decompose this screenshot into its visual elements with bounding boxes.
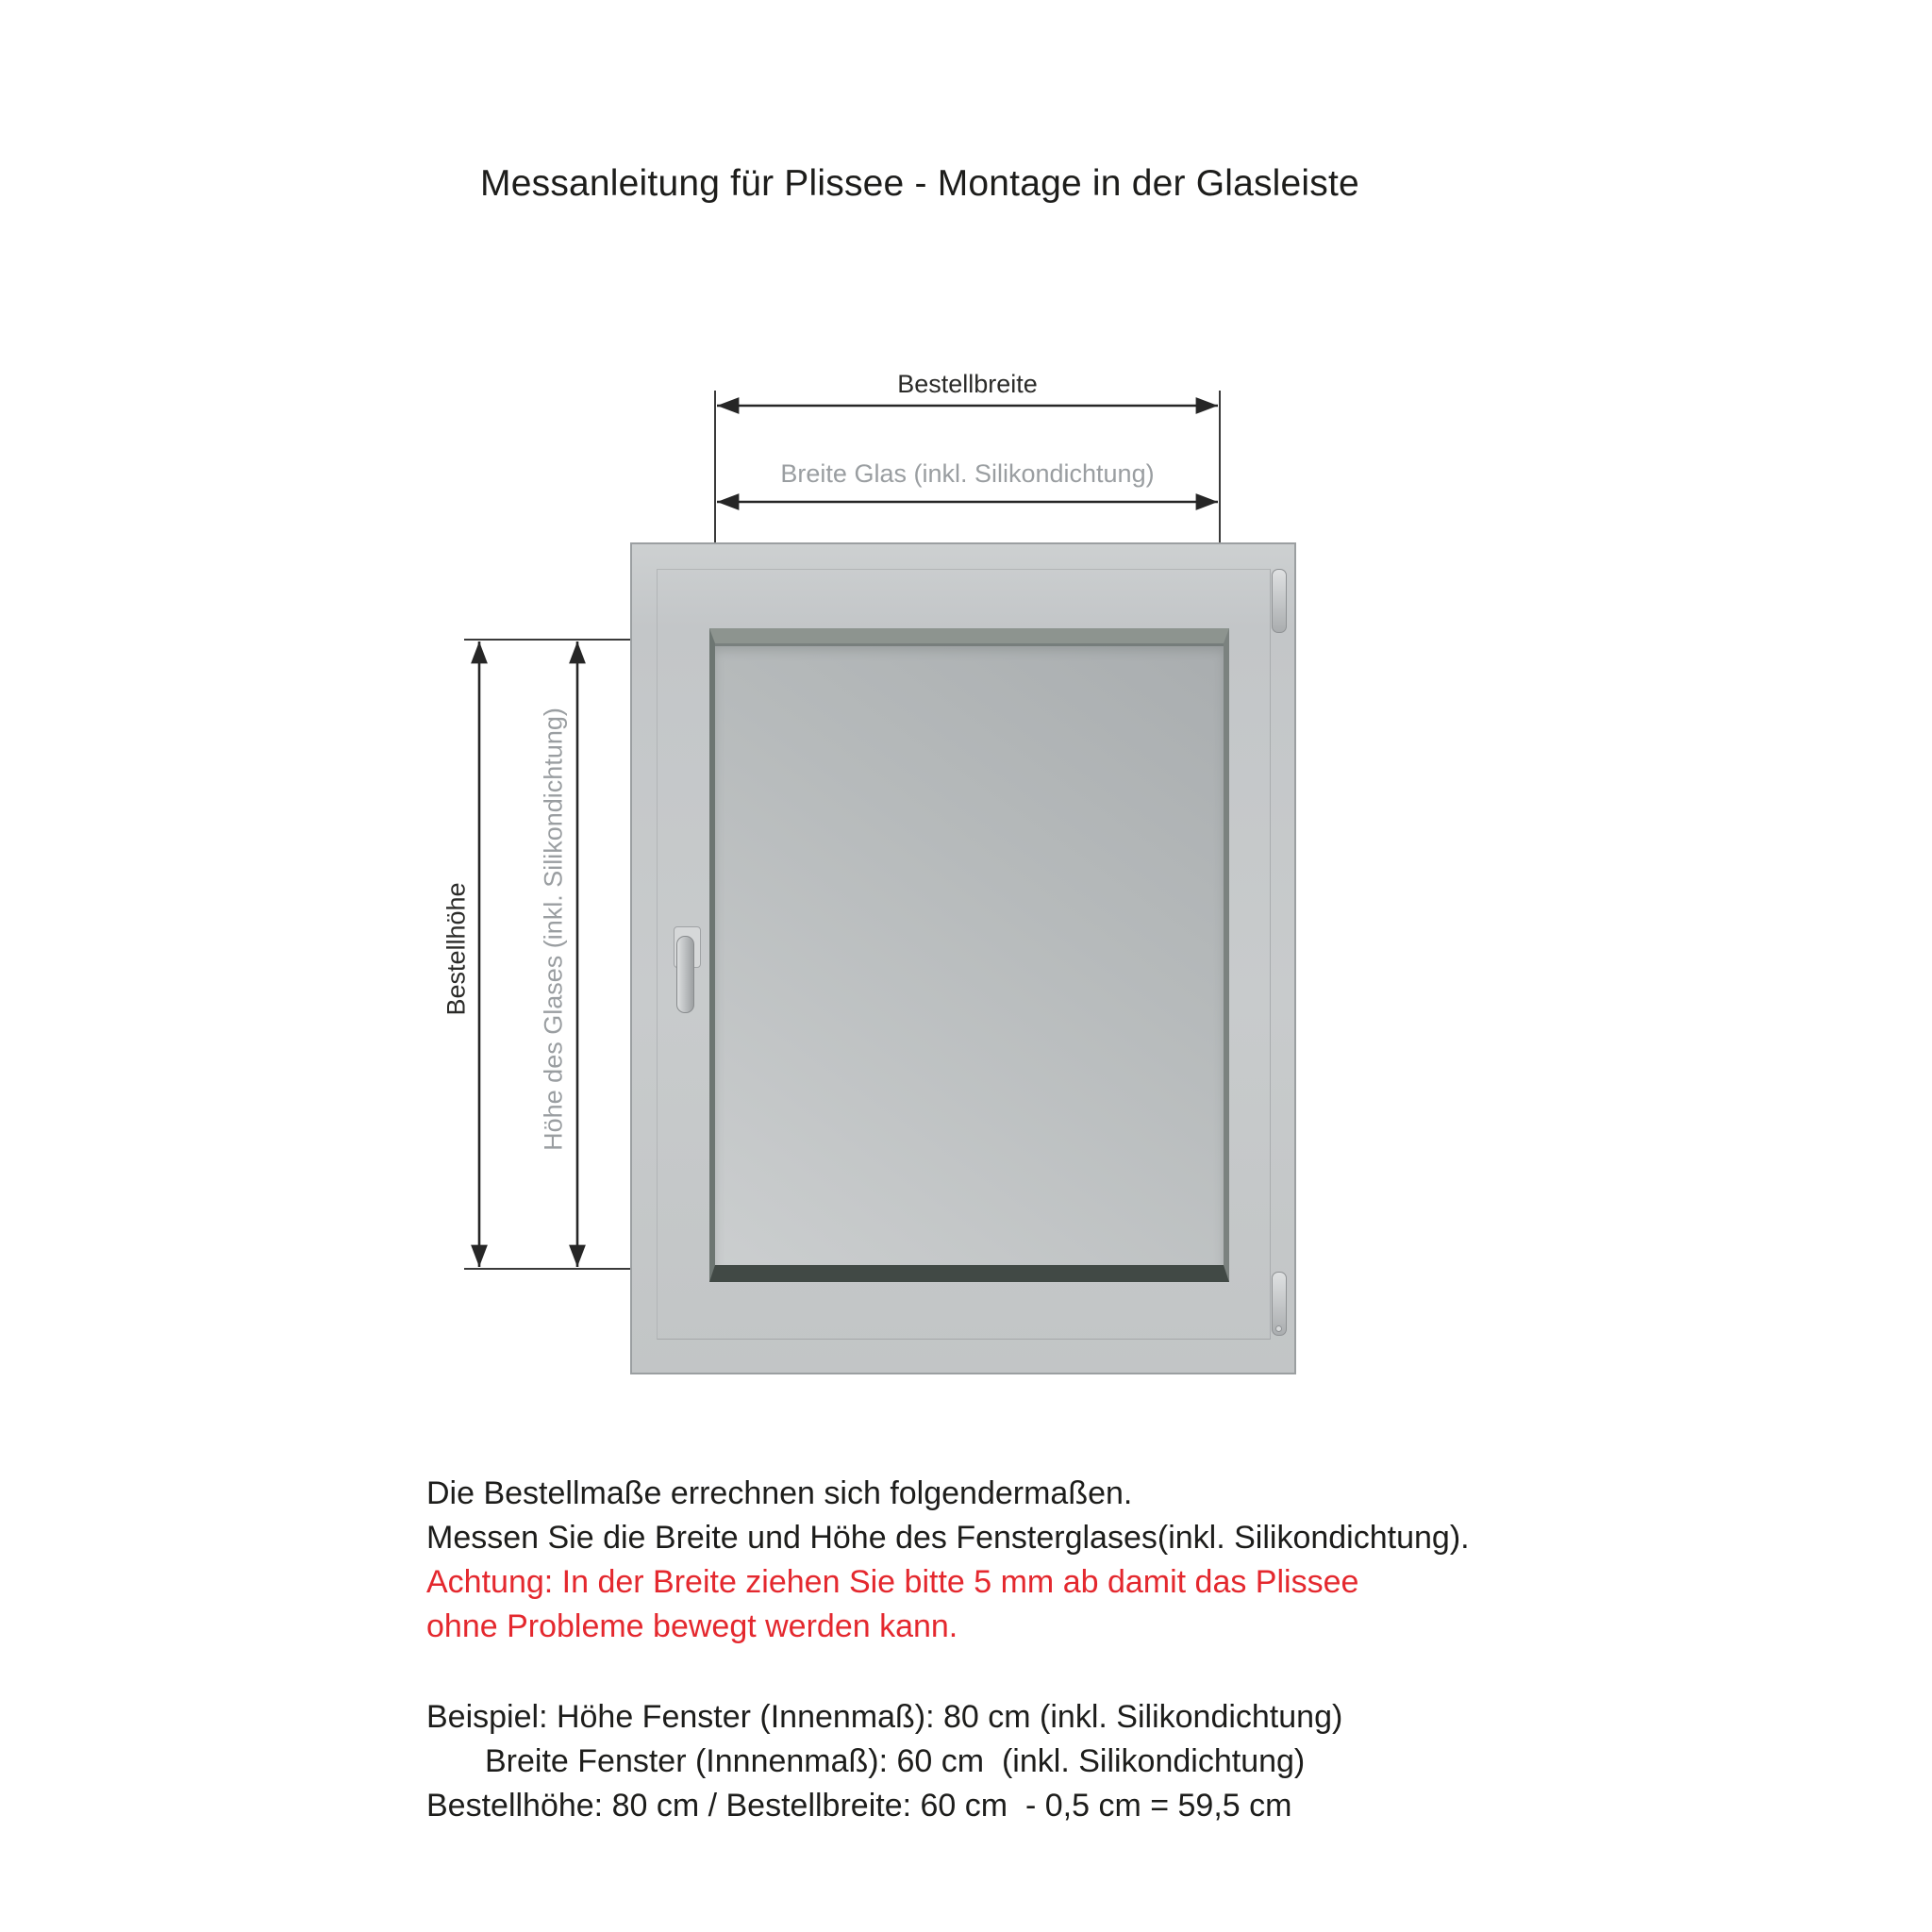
window-handle — [676, 936, 694, 1013]
instruction-text-block — [426, 1472, 1470, 1828]
window-hinge-bottom — [1272, 1272, 1287, 1336]
example-line3: Bestellhöhe: 80 cm / Bestellbreite: 60 cm - 0,5 cm = 59,5 cm — [426, 1788, 1292, 1824]
instruction-intro-line1: Die Bestellmaße errechnen sich folgendermaßen. — [426, 1475, 1133, 1511]
instruction-warning-line1: Achtung: In der Breite ziehen Sie bitte 5 mm ab damit das Plissee — [426, 1564, 1359, 1600]
label-bestellhoehe: Bestellhöhe — [441, 882, 471, 1016]
window-glass-pane — [709, 628, 1229, 1282]
window-frame — [630, 542, 1296, 1374]
window-hinge-top — [1272, 569, 1287, 633]
example-line2: Breite Fenster (Innnenmaß): 60 cm (inkl. Silikondichtung) — [485, 1743, 1306, 1779]
example-line1: Beispiel: Höhe Fenster (Innenmaß): 80 cm (inkl. Silikondichtung) — [426, 1699, 1343, 1735]
instruction-warning-line2: ohne Probleme bewegt werden kann. — [426, 1608, 958, 1644]
instruction-intro-line2: Messen Sie die Breite und Höhe des Fensterglases(inkl. Silikondichtung). — [426, 1520, 1470, 1556]
label-breite-glas: Breite Glas (inkl. Silikondichtung) — [780, 459, 1155, 488]
label-hoehe-glas: Höhe des Glases (inkl. Silikondichtung) — [539, 708, 568, 1151]
page-title: Messanleitung für Plissee - Montage in der Glasleiste — [480, 163, 1359, 204]
label-bestellbreite: Bestellbreite — [897, 370, 1038, 398]
